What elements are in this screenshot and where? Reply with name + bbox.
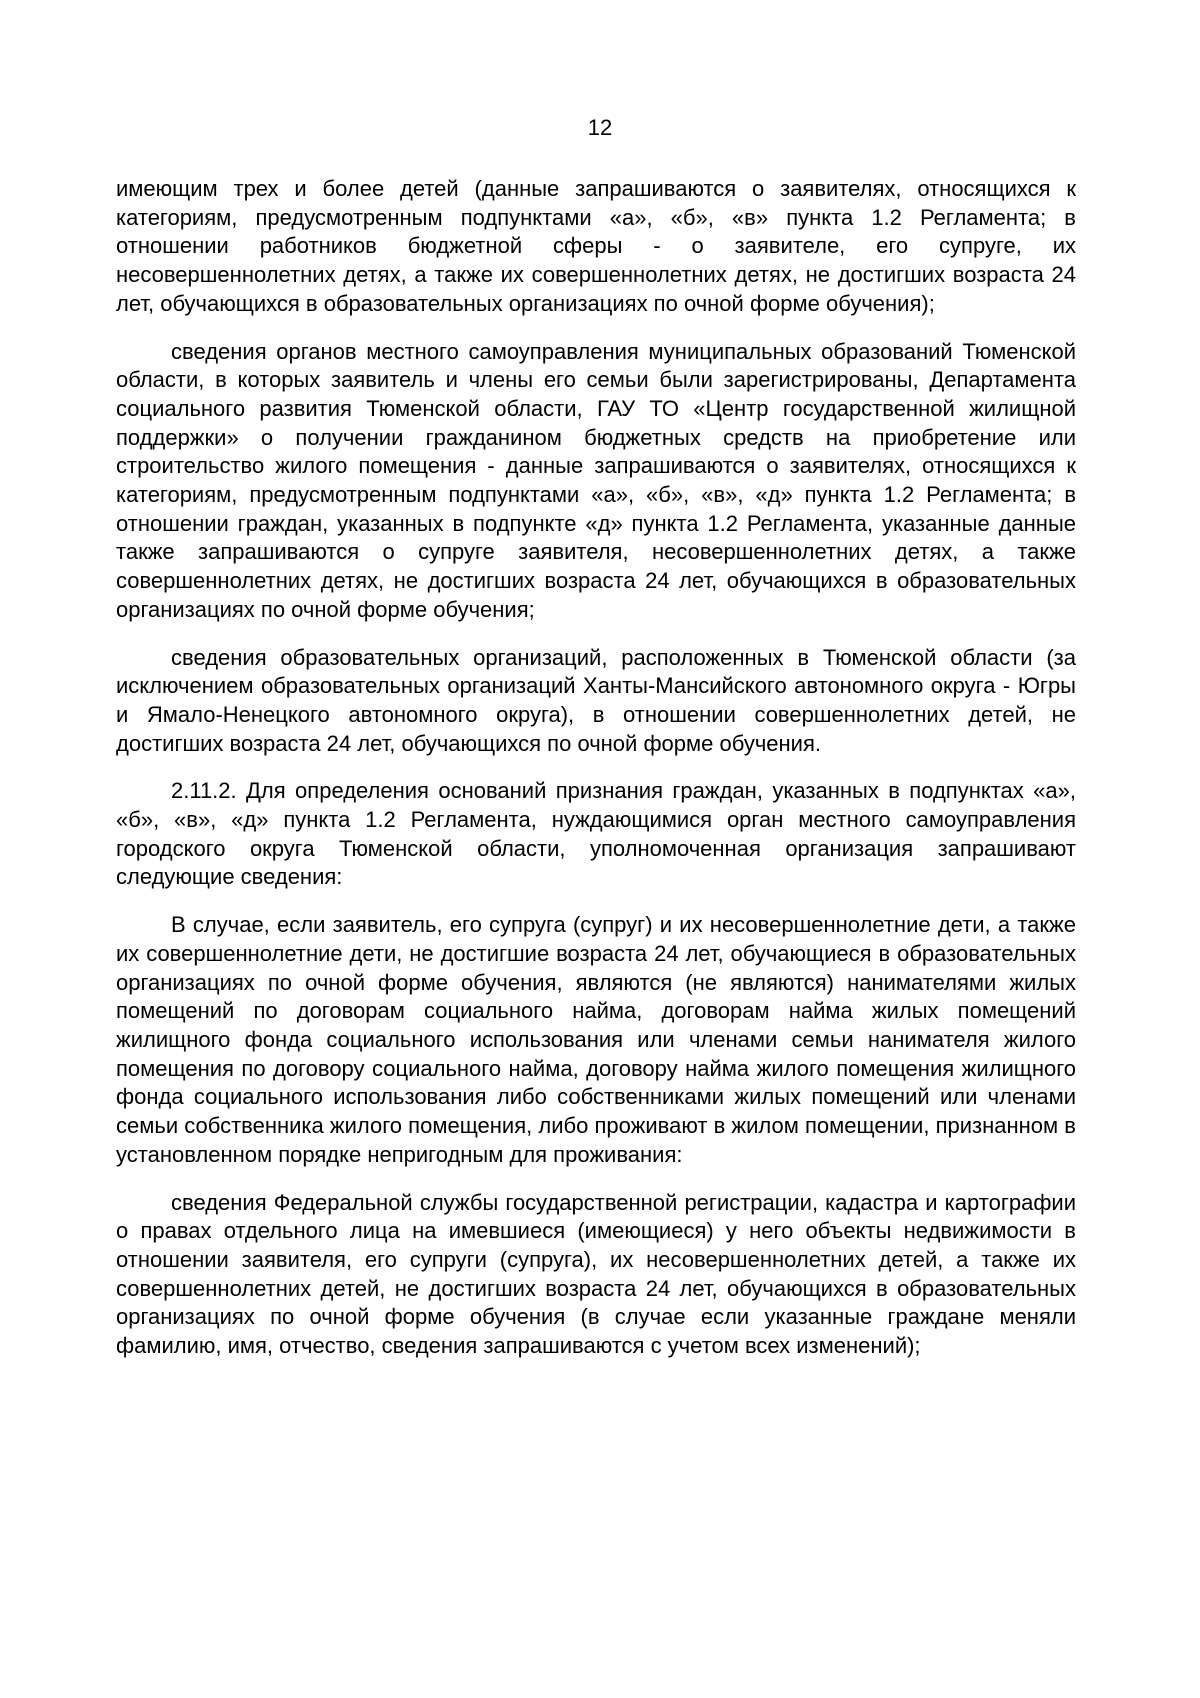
page-number: 12	[587, 115, 613, 140]
paragraph-2-11-2: 2.11.2. Для определения оснований признания граждан, указанных в подпунктах «а», «б», «в», «д» пункта 1.2 Регламента, нуждающимися орган местного самоуправления городского округа Тюменской области, уполномоченная организация запрашивают следующие сведения:	[116, 778, 1076, 890]
document-body	[116, 175, 1076, 1380]
paragraph-educational-organizations-info: сведения образовательных организаций, расположенных в Тюменской области (за исключением образовательных организаций Ханты-Мансийского автономного округа - Югры и Ямало-Ненецкого автономного округа), в отношении совершеннолетних детей, не достигших возраста 24 лет, обучающихся по очной форме обучения.	[116, 644, 1076, 756]
paragraph-local-government-info: сведения органов местного самоуправления муниципальных образований Тюменской области, в которых заявитель и члены его семьи были зарегистрированы, Департамента социального развития Тюменской области, ГАУ ТО «Центр государственной жилищной поддержки» о получении гражданином бюджетных средств на приобретение или строительство жилого помещения - данные запрашиваются о заявителях, относящихся к категориям, предусмотренным подпунктами «а», «б», «в», «д» пункта 1.2 Регламента; в отношении граждан, указанных в подпункте «д» пункта 1.2 Регламента, указанные данные также запрашиваются о супруге заявителя, несовершеннолетних детях, а также совершеннолетних детях, не достигших возраста 24 лет, обучающихся в образовательных организациях по очной форме обучения;	[116, 338, 1076, 622]
paragraph-continuation: имеющим трех и более детей (данные запрашиваются о заявителях, относящихся к категориям, предусмотренным подпунктами «а», «б», «в» пункта 1.2 Регламента; в отношении работников бюджетной сферы - о заявителе, его супруге, их несовершеннолетних детях, а также их совершеннолетних детях, не достигших возраста 24 лет, обучающихся в образовательных организациях по очной форме обучения);	[116, 176, 1076, 316]
paragraph-rosreestr-info: сведения Федеральной службы государственной регистрации, кадастра и картографии о правах отдельного лица на имевшиеся (имеющиеся) у него объекты недвижимости в отношении заявителя, его супруги (супруга), их несовершеннолетних детей, а также их совершеннолетних детей, не достигших возраста 24 лет, обучающихся в образовательных организациях по очной форме обучения (в случае если указанные граждане меняли фамилию, имя, отчество, сведения запрашиваются с учетом всех изменений);	[116, 1189, 1076, 1359]
paragraph-housing-conditions: В случае, если заявитель, его супруга (супруг) и их несовершеннолетние дети, а также их совершеннолетние дети, не достигшие возраста 24 лет, обучающиеся в образовательных организациях по очной форме обучения, являются (не являются) нанимателями жилых помещений по договорам социального найма, договорам найма жилых помещений жилищного фонда социального использования или членами семьи нанимателя жилого помещения по договору социального найма, договору найма жилого помещения жилищного фонда социального использования либо собственниками жилых помещений или членами семьи собственника жилого помещения, либо проживают в жилом помещении, признанном в установленном порядке непригодным для проживания:	[116, 912, 1076, 1167]
